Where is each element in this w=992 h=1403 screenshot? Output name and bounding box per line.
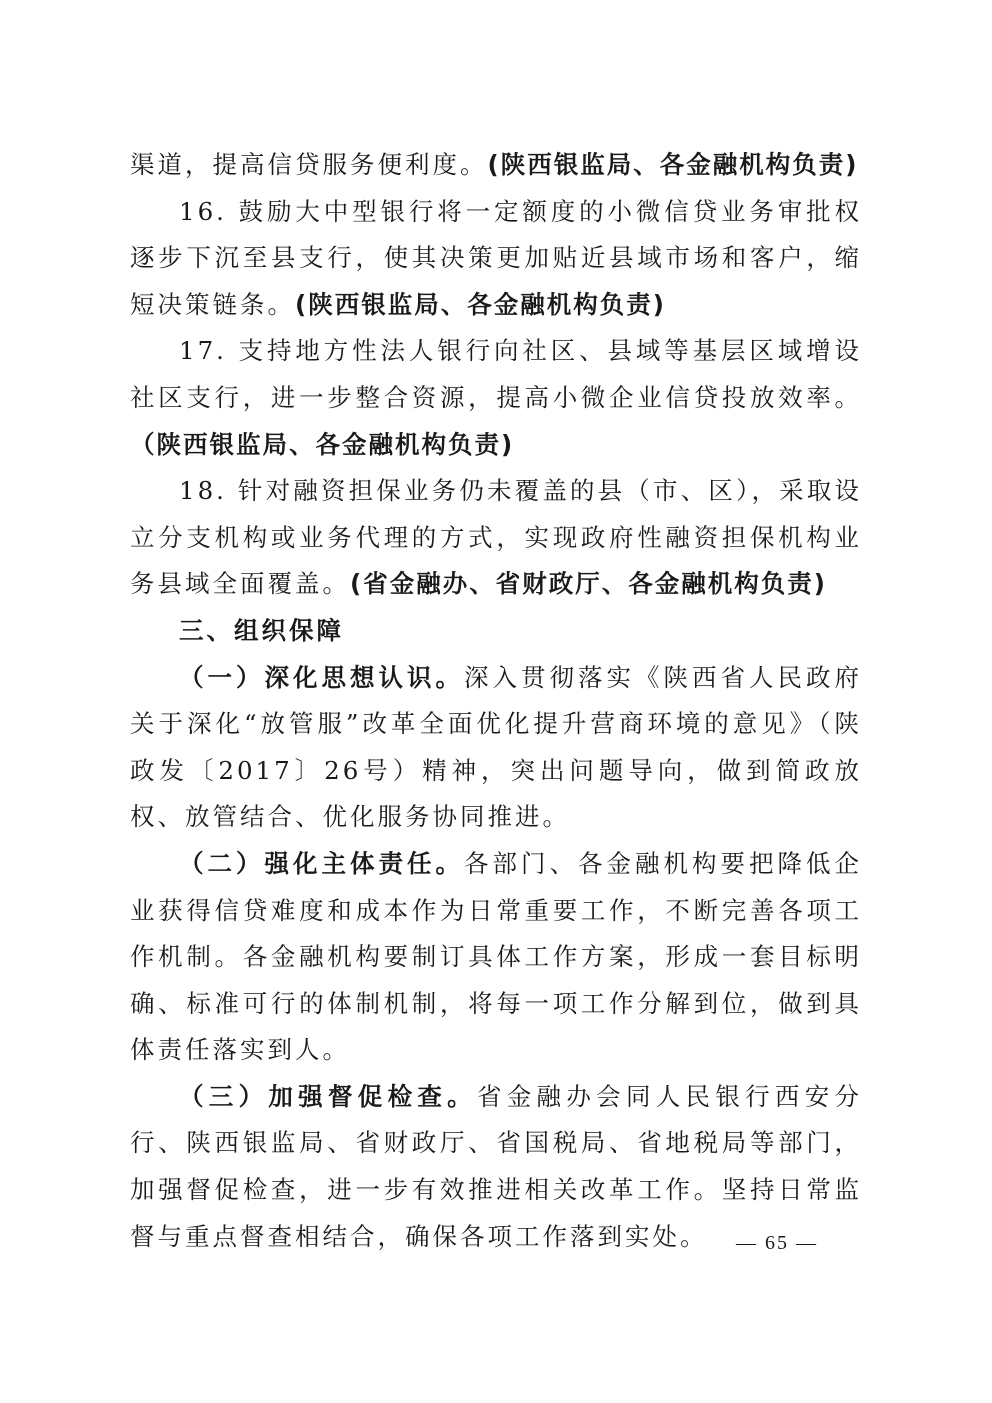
paragraph-text: 各部门、各金融机构要把降低企业获得信贷难度和成本作为日常重要工作，不断完善各项工作机制。各金融机构要制订具体工作方案，形成一套目标明确、标准可行的体制机制，将每一项工作分解到位，做到具体责任落实到人。 xyxy=(130,848,862,1065)
responsibility-note: (省金融办、省财政厅、各金融机构负责) xyxy=(350,569,827,599)
paragraph-text: 深入贯彻落实《陕西省人民政府关于深化“放管服”改革全面优化提升营商环境的意见》（陕政发〔2017〕26号）精神，突出问题导向，做到简政放权、放管结合、优化服务协同推进。 xyxy=(130,662,862,832)
paragraph-text: 省金融办会同人民银行西安分行、陕西银监局、省财政厅、省国税局、省地税局等部门，加强督促检查，进一步有效推进相关改革工作。坚持日常监督与重点督查相结合，确保各项工作落到实处。 xyxy=(130,1081,863,1251)
paragraph-text: 16. 鼓励大中型银行将一定额度的小微信贷业务审批权逐步下沉至县支行，使其决策更加贴近县域市场和客户，缩短决策链条。 xyxy=(130,196,862,319)
subsection-title: （二）强化主体责任。 xyxy=(179,848,464,878)
responsibility-note: (陕西银监局、各金融机构负责) xyxy=(487,150,859,179)
document-body xyxy=(130,142,862,1260)
paragraph-item-17 xyxy=(130,328,862,468)
subsection-title: （三）加强督促检查。 xyxy=(179,1081,477,1111)
responsibility-note: （陕西银监局、各金融机构负责) xyxy=(130,429,515,459)
responsibility-note: (陕西银监局、各金融机构负责) xyxy=(295,289,666,319)
page-number: — 65 — xyxy=(736,1232,818,1254)
paragraph-item-18 xyxy=(130,468,862,608)
subsection-title: （一）深化思想认识。 xyxy=(179,662,464,692)
section-heading: 三、组织保障 xyxy=(179,615,344,645)
paragraph-item-16 xyxy=(130,189,862,329)
paragraph-text: 18. 针对融资担保业务仍未覆盖的县（市、区），采取设立分支机构或业务代理的方式，实现政府性融资担保机构业务县域全面覆盖。 xyxy=(130,476,862,599)
paragraph-text: 17. 支持地方性法人银行向社区、县域等基层区域增设社区支行，进一步整合资源，提高小微企业信贷投放效率。 xyxy=(130,336,862,412)
paragraph-continuation xyxy=(130,142,862,189)
paragraph-text: 渠道，提高信贷服务便利度。 xyxy=(130,150,488,179)
paragraph-subsection-2 xyxy=(130,841,862,1074)
paragraph-subsection-1 xyxy=(130,655,862,841)
